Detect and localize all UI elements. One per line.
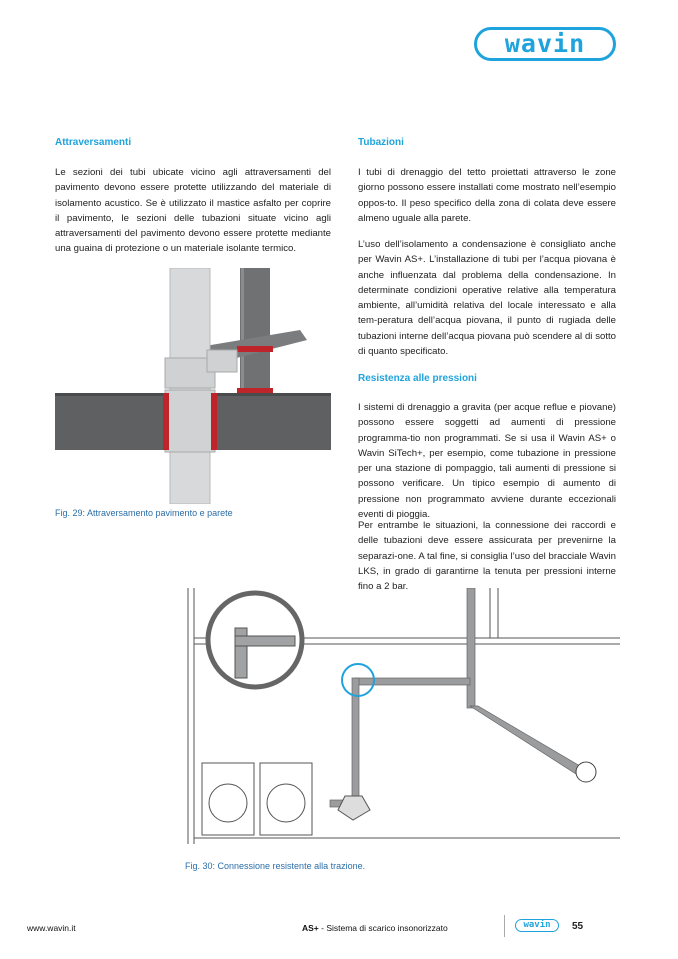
- para-resistenza-1: I sistemi di drenaggio a gravita (per acque reflue e piovane) possono essere soggetti ad aumenti di pressione programma-tio non programmati. Se si usa il Wavin AS+ o Wavin SiTech+, per esempio, come tubazione in pressione per una stazione di pompaggio, tali aumenti di pressione si possono verificare. Un tipico esempio di aumento di pressione non programmato avviene durante eccezionali eventi di pioggia.: [358, 402, 616, 521]
- para-attraversamenti: Le sezioni dei tubi ubicate vicino agli attraversamenti del pavimento devono essere protette utilizzando del materiale di isolamento acustico. Se è utilizzato il mastice asfalto per coprire il pavimento, le sezioni delle tubazioni situate vicino agli attraversamenti del pavimento devono essere protette mediante una guaina di protezione o un materiale isolante termico.: [55, 167, 331, 255]
- footer-title: - Sistema di scarico insonorizzato: [318, 923, 448, 933]
- para-resistenza-2: Per entrambe le situazioni, la connessione dei raccordi e delle tubazioni deve essere assicurata per prevenirne la separazi-one. A tal fine, si consiglia l’uso del bracciale Wavin LKS, in grado di garantirne la tenuta per pressioni interne fino a 2 bar.: [358, 520, 616, 593]
- figure-30-illustration: [180, 588, 620, 850]
- fig-29-caption: Fig. 29: Attraversamento pavimento e parete: [55, 508, 233, 518]
- para-tubazioni-2: L’uso dell’isolamento a condensazione è consigliato anche per Wavin AS+. L’installazione di tubi per l’acqua piovana è anche influenzata dal problema della condensazione. In determinate condizioni operative relative alla temperatura ambiente, all’umidità relativa del locale interessato e alla tem-peratura dell’acqua piovana, il punto di rugiada delle tubazioni interne dell’acqua piovana può scendere al di sotto di quanto specificato.: [358, 239, 616, 358]
- footer-product: AS+: [302, 923, 319, 933]
- fig-30-caption: Fig. 30: Connessione resistente alla trazione.: [185, 861, 366, 871]
- footer-url[interactable]: www.wavin.it: [27, 923, 76, 933]
- wall-pipe: [240, 268, 270, 398]
- para-tubazioni-1: I tubi di drenaggio del tetto proiettati attraverso le zone giorno possono essere installati come mostrato nell’esempio oppos-to. Il peso specifico della zona di colata deve essere almeno uguale alla parete.: [358, 167, 616, 224]
- heading-attraversamenti: Attraversamenti: [55, 137, 132, 148]
- page-number: 55: [572, 921, 584, 932]
- heading-tubazioni: Tubazioni: [358, 137, 404, 148]
- wavin-logo: wavin: [474, 27, 616, 61]
- footer-logo: wavin: [515, 919, 559, 932]
- footer-divider: [504, 915, 505, 937]
- heading-resistenza: Resistenza alle pressioni: [358, 373, 477, 384]
- figure-29-illustration: [55, 268, 331, 504]
